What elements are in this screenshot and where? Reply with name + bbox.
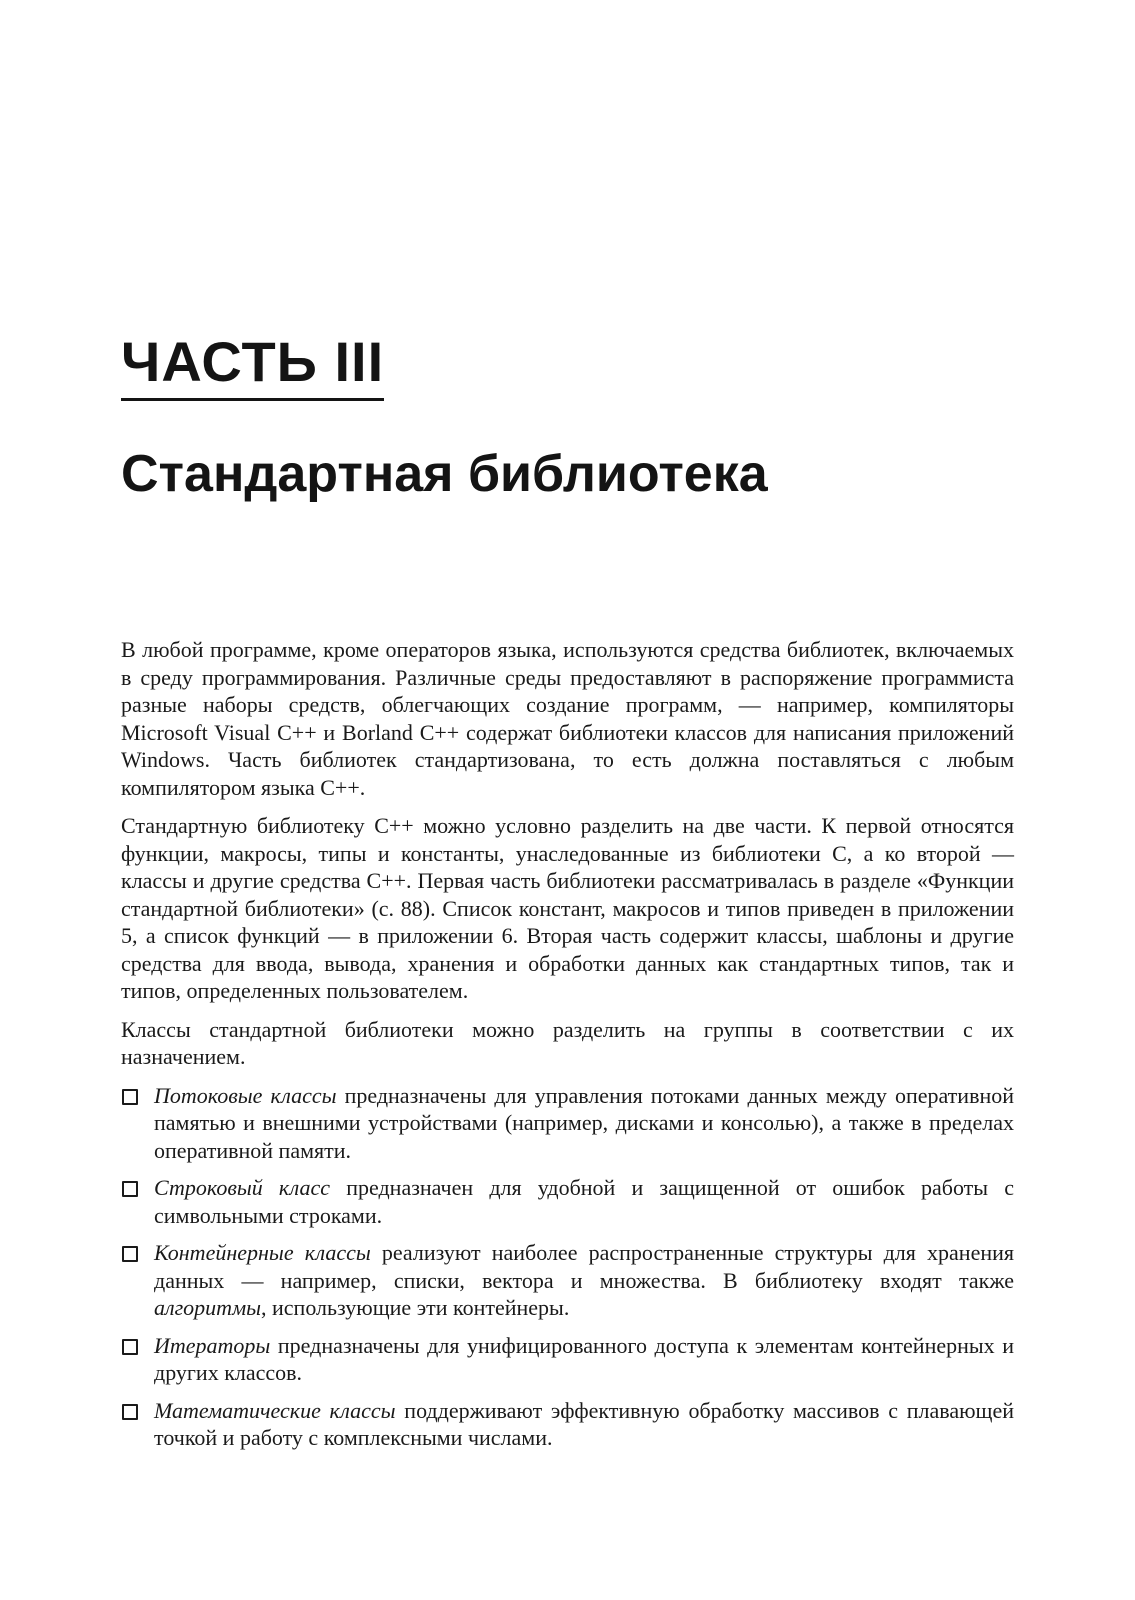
list-item-text: предназначены для унифицированного доступа к элементам контейнерных и других классов. xyxy=(154,1332,1014,1385)
checkbox-bullet-icon xyxy=(122,1246,138,1262)
list-item-text: предназначены для управления потоками данных между оперативной памятью и внешними устройствами (например, дисками и консолью), а также в пределах оперативной памяти. xyxy=(154,1082,1015,1163)
list-item-container-classes xyxy=(121,1239,1014,1322)
body-text xyxy=(121,636,1014,1462)
list-item-stream-classes xyxy=(121,1082,1014,1165)
checkbox-bullet-icon xyxy=(122,1089,138,1105)
list-item-iterators xyxy=(121,1332,1014,1387)
list-item-text-end: , использующие эти контейнеры. xyxy=(261,1295,570,1320)
paragraph-groups-lead: Классы стандартной библиотеки можно разделить на группы в соответствии с их назначением. xyxy=(121,1016,1014,1069)
library-groups-list xyxy=(121,1082,1014,1452)
checkbox-bullet-icon xyxy=(122,1181,138,1197)
list-item-term: Контейнерные классы xyxy=(154,1240,371,1265)
list-item-math-classes xyxy=(121,1397,1014,1452)
paragraph-intro: В любой программе, кроме операторов языка, используются средства библиотек, включаемых в среду программирования. Различные среды предоставляют в распоряжение программиста разные наборы средств, облегчающих создание программ, — например, компиляторы Microsoft Visual C++ и Borland C++ содержат библиотеки классов для написания приложений Windows. Часть библиотек стандартизована, то есть должна поставляться с любым компилятором языка C++. xyxy=(121,637,1014,800)
list-item-term: Итераторы xyxy=(154,1332,271,1358)
part-title: Стандартная библиотека xyxy=(121,445,768,503)
list-item-text: поддерживают эффективную обработку массивов с плавающей точкой и работу с комплексными числами. xyxy=(154,1397,1014,1450)
list-item-text: предназначен для удобной и защищенной от ошибок работы с символьными строками. xyxy=(154,1175,1014,1228)
list-item-string-class xyxy=(121,1174,1014,1229)
list-item-term-algorithms: алгоритмы xyxy=(154,1295,262,1320)
part-label: ЧАСТЬ III xyxy=(121,330,384,401)
paragraph-library-parts: Стандартную библиотеку C++ можно условно разделить на две части. К первой относятся функции, макросы, типы и константы, унаследованные из библиотеки С, а ко второй — классы и другие средства C++. Первая часть библиотеки рассматривалась в разделе «Функции стандартной библиотеки» (с. 88). Список констант, макросов и типов приведен в приложении 5, а список функций — в приложении 6. Вторая часть содержит классы, шаблоны и другие средства для ввода, вывода, хранения и обработки данных как стандартных типов, так и типов, определенных пользователем. xyxy=(121,813,1014,1003)
list-item-term: Математические классы xyxy=(154,1397,396,1423)
checkbox-bullet-icon xyxy=(122,1404,138,1420)
list-item-term: Строковый класс xyxy=(154,1175,331,1200)
checkbox-bullet-icon xyxy=(122,1339,138,1355)
list-item-text: реализуют наиболее распространенные структуры для хранения данных — например, списки, вектора и множества. В библиотеку входят также xyxy=(154,1240,1014,1293)
list-item-term: Потоковые классы xyxy=(154,1082,337,1108)
